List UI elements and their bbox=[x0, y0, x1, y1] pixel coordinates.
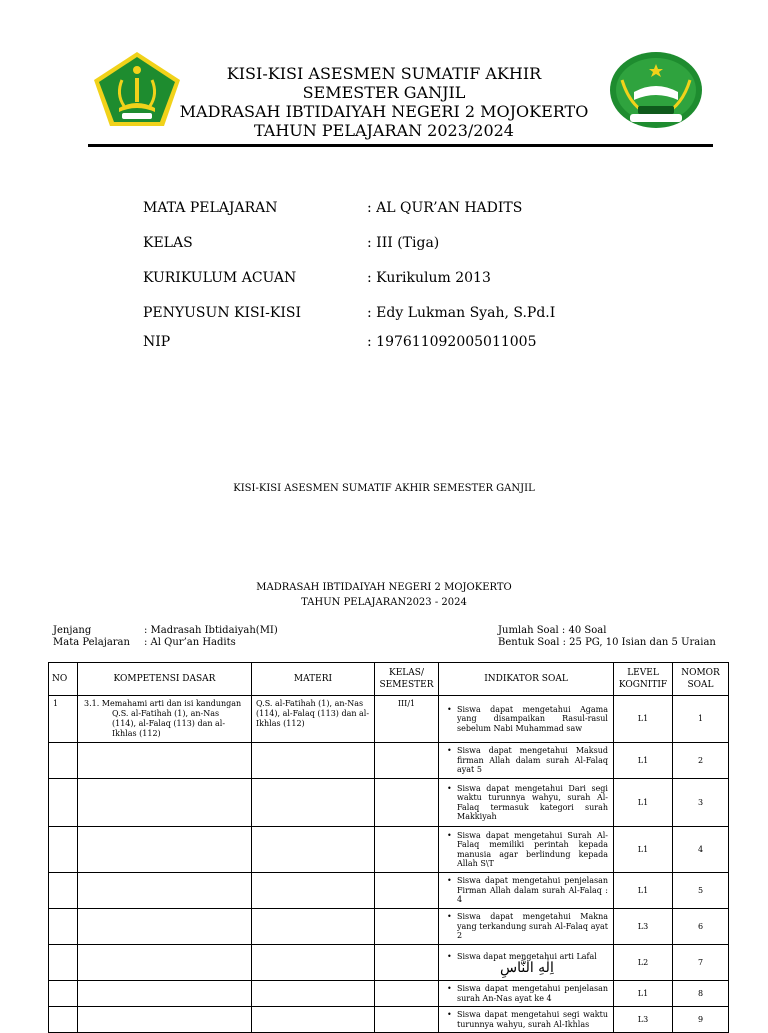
info-value: : III (Tiga) bbox=[367, 235, 440, 251]
header-materi: MATERI bbox=[252, 663, 375, 696]
cell-materi bbox=[252, 779, 375, 827]
cell-kelas bbox=[375, 945, 439, 981]
indikator-text: Siswa dapat mengetahui Dari segi waktu turunnya wahyu, surah Al-Falaq termasuk kategori surah Makkiyah bbox=[457, 783, 608, 821]
info-key: KURIKULUM ACUAN bbox=[143, 270, 297, 286]
header-indikator: INDIKATOR SOAL bbox=[439, 663, 614, 696]
meta-mapel-value: : Al Qur’an Hadits bbox=[144, 637, 236, 648]
cell-no bbox=[49, 909, 78, 945]
cell-indikator bbox=[439, 981, 614, 1007]
cell-materi: Q.S. al-Fatihah (1), an-Nas (114), al-Falaq (113) dan al-Ikhlas (112) bbox=[252, 696, 375, 743]
cell-level: L1 bbox=[614, 779, 673, 827]
header-no: NO bbox=[49, 663, 78, 696]
cell-indikator bbox=[439, 873, 614, 909]
school-title: MADRASAH IBTIDAIYAH NEGERI 2 MOJOKERTO bbox=[256, 582, 512, 593]
info-key: MATA PELAJARAN bbox=[143, 200, 278, 216]
meta-jenjang-value: : Madrasah Ibtidaiyah(MI) bbox=[144, 625, 278, 636]
cell-indikator bbox=[439, 827, 614, 873]
indikator-text: Siswa dapat mengetahui Agama yang disampaikan Rasul-rasul sebelum Nabi Muhammad saw bbox=[457, 704, 608, 733]
header-level bbox=[614, 663, 673, 696]
cell-materi bbox=[252, 945, 375, 981]
cell-no bbox=[49, 827, 78, 873]
cell-materi bbox=[252, 743, 375, 779]
cell-kd bbox=[78, 779, 252, 827]
indikator-text: Siswa dapat mengetahui penjelasan Firman Allah dalam surah Al-Falaq : 4 bbox=[457, 876, 608, 905]
header-nomor-2: SOAL bbox=[687, 680, 714, 690]
cell-kd bbox=[78, 981, 252, 1007]
meta-bentuk-soal: Bentuk Soal : 25 PG, 10 Isian dan 5 Uraian bbox=[498, 637, 716, 648]
cell-indikator bbox=[439, 779, 614, 827]
cell-nomor: 3 bbox=[673, 779, 729, 827]
bullet-icon: • bbox=[447, 746, 452, 756]
cell-kelas bbox=[375, 873, 439, 909]
cell-kd: 3.1. Memahami arti dan isi kandungan Q.S. al-Fatihah (1), an-Nas (114), al-Falaq (113) dan al-Ikhlas (112) bbox=[78, 696, 252, 743]
year-title: TAHUN PELAJARAN2023 - 2024 bbox=[301, 597, 467, 608]
cell-indikator bbox=[439, 696, 614, 743]
cell-level: L2 bbox=[614, 945, 673, 981]
cell-indikator bbox=[439, 1007, 614, 1033]
indikator-text: Siswa dapat mengetahui Maksud firman Allah dalam surah Al-Falaq ayat 5 bbox=[457, 746, 608, 775]
table-row bbox=[49, 779, 729, 827]
cell-no bbox=[49, 1007, 78, 1033]
table-row bbox=[49, 827, 729, 873]
indikator-text: Siswa dapat mengetahui segi waktu turunnya wahyu, surah Al-Ikhlas bbox=[457, 1010, 608, 1029]
indikator-text bbox=[457, 952, 597, 976]
bullet-icon: • bbox=[447, 952, 452, 961]
cell-materi bbox=[252, 827, 375, 873]
arabic-lafal: اِلٰهِ النَّاسِ bbox=[499, 959, 554, 976]
cell-level: L3 bbox=[614, 909, 673, 945]
cell-no bbox=[49, 981, 78, 1007]
cell-kelas bbox=[375, 981, 439, 1007]
cell-level: L1 bbox=[614, 827, 673, 873]
indikator-text: Siswa dapat mengetahui Makna yang terkandung surah Al-Falaq ayat 2 bbox=[457, 912, 608, 941]
header-line-4: TAHUN PELAJARAN 2023/2024 bbox=[254, 121, 514, 140]
indikator-text: Siswa dapat mengetahui penjelasan surah An-Nas ayat ke 4 bbox=[457, 984, 608, 1003]
cell-no bbox=[49, 743, 78, 779]
meta-mapel-label: Mata Pelajaran bbox=[53, 637, 130, 648]
info-key: KELAS bbox=[143, 235, 193, 251]
header-kd: KOMPETENSI DASAR bbox=[78, 663, 252, 696]
bullet-icon: • bbox=[447, 830, 452, 840]
cell-kd bbox=[78, 873, 252, 909]
header-kelas-2: SEMESTER bbox=[379, 680, 434, 690]
cell-level: L1 bbox=[614, 873, 673, 909]
header-nomor bbox=[673, 663, 729, 696]
cell-kd bbox=[78, 827, 252, 873]
info-key: NIP bbox=[143, 334, 171, 350]
kisi-kisi-table bbox=[48, 662, 729, 1033]
cell-no bbox=[49, 873, 78, 909]
cell-no bbox=[49, 945, 78, 981]
table-row bbox=[49, 909, 729, 945]
info-key: PENYUSUN KISI-KISI bbox=[143, 305, 301, 321]
cell-level: L1 bbox=[614, 696, 673, 743]
cell-indikator bbox=[439, 909, 614, 945]
bullet-icon: • bbox=[447, 876, 452, 886]
cell-indikator bbox=[439, 743, 614, 779]
cell-kd bbox=[78, 1007, 252, 1033]
info-value: : 197611092005011005 bbox=[367, 334, 537, 350]
table-row bbox=[49, 981, 729, 1007]
info-value: : AL QUR’AN HADITS bbox=[367, 200, 523, 216]
indikator-text-latin: Siswa dapat mengetahui arti Lafal bbox=[457, 952, 597, 961]
cell-nomor: 4 bbox=[673, 827, 729, 873]
bullet-icon: • bbox=[447, 912, 452, 922]
meta-jenjang-label: Jenjang bbox=[53, 625, 92, 636]
cell-nomor: 9 bbox=[673, 1007, 729, 1033]
info-value: : Edy Lukman Syah, S.Pd.I bbox=[367, 305, 556, 321]
cell-indikator bbox=[439, 945, 614, 981]
cell-nomor: 1 bbox=[673, 696, 729, 743]
header-divider bbox=[88, 144, 713, 147]
header-line-2: SEMESTER GANJIL bbox=[302, 83, 466, 102]
cell-materi bbox=[252, 981, 375, 1007]
cell-kd bbox=[78, 743, 252, 779]
bullet-icon: • bbox=[447, 783, 452, 793]
header-line-1: KISI-KISI ASESMEN SUMATIF AKHIR bbox=[226, 64, 542, 83]
cell-kelas bbox=[375, 827, 439, 873]
header-line-3: MADRASAH IBTIDAIYAH NEGERI 2 MOJOKERTO bbox=[179, 102, 589, 121]
cell-nomor: 5 bbox=[673, 873, 729, 909]
cell-kelas bbox=[375, 743, 439, 779]
cell-kelas: III/1 bbox=[375, 696, 439, 743]
cell-kelas bbox=[375, 1007, 439, 1033]
bullet-icon: • bbox=[447, 704, 452, 714]
table-row bbox=[49, 696, 729, 743]
cell-nomor: 7 bbox=[673, 945, 729, 981]
meta-jumlah-soal: Jumlah Soal : 40 Soal bbox=[498, 625, 607, 636]
indikator-text: Siswa dapat mengetahui Surah Al-Falaq memiliki perintah kepada manusia agar berlindung kepada Allah S\T bbox=[457, 830, 608, 868]
cell-kelas bbox=[375, 909, 439, 945]
table-row bbox=[49, 743, 729, 779]
cell-materi bbox=[252, 873, 375, 909]
table-header-row bbox=[49, 663, 729, 696]
cell-kelas bbox=[375, 779, 439, 827]
cell-no bbox=[49, 779, 78, 827]
header-kelas-1: KELAS/ bbox=[389, 668, 424, 678]
cell-materi bbox=[252, 909, 375, 945]
cell-level: L3 bbox=[614, 1007, 673, 1033]
info-value: : Kurikulum 2013 bbox=[367, 270, 491, 286]
header-level-2: KOGNITIF bbox=[618, 680, 668, 690]
cell-nomor: 8 bbox=[673, 981, 729, 1007]
section-title: KISI-KISI ASESMEN SUMATIF AKHIR SEMESTER GANJIL bbox=[233, 483, 535, 494]
cell-no: 1 bbox=[49, 696, 78, 743]
cell-nomor: 2 bbox=[673, 743, 729, 779]
bullet-icon: • bbox=[447, 1010, 452, 1019]
header-kelas bbox=[375, 663, 439, 696]
cell-kd bbox=[78, 909, 252, 945]
table-row bbox=[49, 1007, 729, 1033]
header-nomor-1: NOMOR bbox=[681, 668, 720, 678]
table-row bbox=[49, 873, 729, 909]
bullet-icon: • bbox=[447, 984, 452, 993]
table-row bbox=[49, 945, 729, 981]
cell-level: L1 bbox=[614, 743, 673, 779]
cell-nomor: 6 bbox=[673, 909, 729, 945]
cell-materi bbox=[252, 1007, 375, 1033]
header-level-1: LEVEL bbox=[627, 668, 659, 678]
cell-level: L1 bbox=[614, 981, 673, 1007]
cell-kd bbox=[78, 945, 252, 981]
